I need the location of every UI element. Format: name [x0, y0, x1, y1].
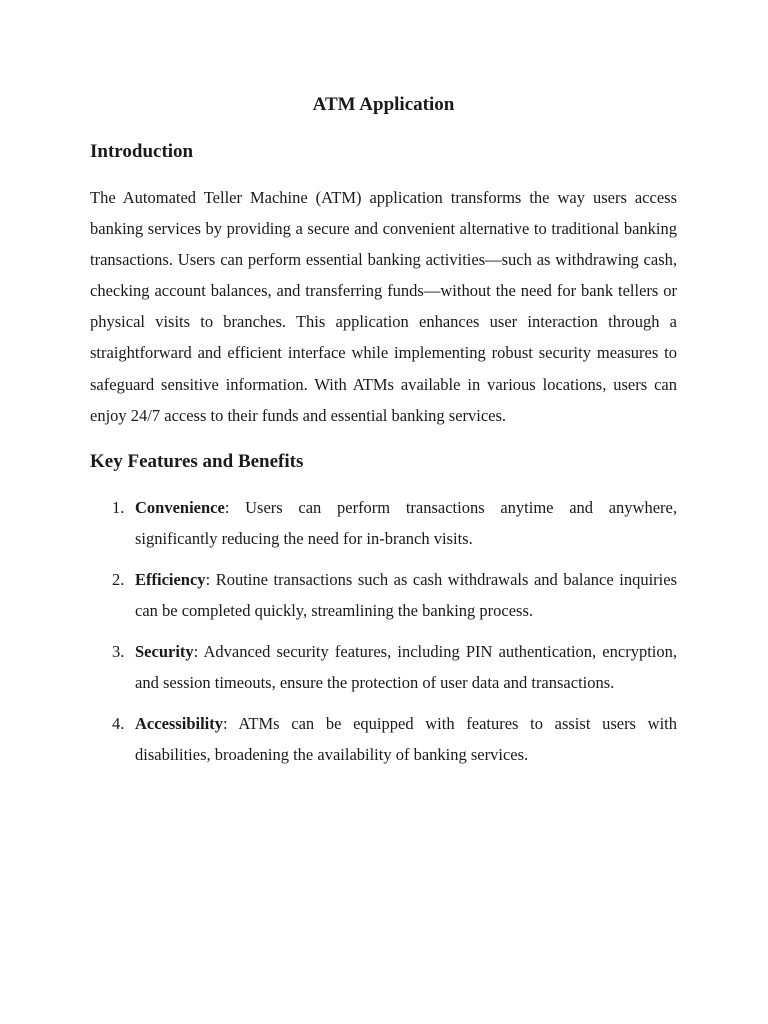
- feature-number: 2.: [112, 569, 125, 589]
- document-title: ATM Application: [312, 94, 455, 115]
- feature-item-security: [90, 636, 677, 698]
- features-heading: Key Features and Benefits: [90, 450, 304, 472]
- feature-item-efficiency: [90, 564, 677, 626]
- feature-number: 3.: [112, 642, 125, 662]
- features-list: [90, 492, 677, 771]
- feature-term: Accessibility: [135, 714, 223, 734]
- feature-description: : ATMs can be equipped with features to assist users with disabilities, broadening the availability of banking services.: [135, 714, 677, 765]
- introduction-heading: Introduction: [90, 141, 194, 162]
- feature-description: : Routine transactions such as cash withdrawals and balance inquiries can be completed quickly, streamlining the banking process.: [135, 569, 677, 621]
- feature-term: Convenience: [135, 497, 225, 517]
- feature-number: 1.: [112, 497, 125, 517]
- feature-description: : Advanced security features, including PIN authentication, encryption, and session timeouts, ensure the protection of user data and transactions.: [135, 642, 677, 693]
- feature-number: 4.: [112, 714, 125, 734]
- feature-item-convenience: [90, 492, 677, 554]
- feature-term: Efficiency: [135, 569, 206, 589]
- introduction-paragraph: The Automated Teller Machine (ATM) application transforms the way users access banking services by providing a secure and convenient alternative to traditional banking transactions. Users can perform essential banking activities—such as withdrawing cash, checking account balances, and transferring funds—without the need for bank tellers or physical visits to branches. This application enhances user interaction through a straightforward and efficient interface while implementing robust security measures to safeguard sensitive information. With ATMs available in various locations, users can enjoy 24/7 access to their funds and essential banking services.: [90, 188, 677, 425]
- feature-description: : Users can perform transactions anytime and anywhere, significantly reducing the need for in-branch visits.: [135, 497, 677, 548]
- feature-term: Security: [135, 642, 194, 662]
- feature-item-accessibility: [90, 708, 677, 770]
